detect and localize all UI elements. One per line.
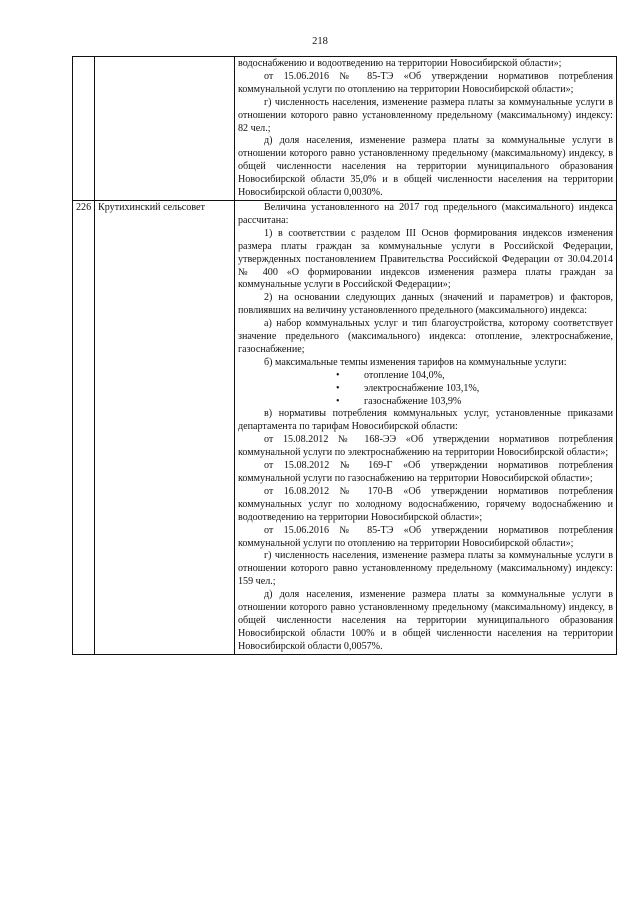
list-item-text: электроснабжение 103,1%,: [364, 382, 480, 394]
paragraph: г) численность населения, изменение размера платы за коммунальные услуги в отношении которого равно установленному предельному (максимальному) индексу: 159 чел.;: [238, 550, 613, 588]
paragraph: а) набор коммунальных услуг и тип благоустройства, которому соответствует значение предельного (максимального) индекса: отопление, электроснабжение, газоснабжение;: [238, 318, 613, 355]
page-number: 218: [312, 36, 328, 47]
tariff-list: [238, 370, 613, 409]
row-number-cell: 226: [73, 200, 95, 654]
table-row: [73, 200, 617, 654]
paragraph: д) доля населения, изменение размера платы за коммунальные услуги в отношении которого равно установленному предельному (максимальному) индексу, в общей численности населения на территории муниципального образования Новосибирской области 35,0% и в общей численности населения на территории Новосибирской области 0,0030%.: [238, 135, 613, 199]
paragraph: б) максимальные темпы изменения тарифов на коммунальные услуги:: [264, 356, 567, 368]
row-text-cell: [235, 57, 617, 201]
row-name-cell: Крутихинский сельсовет: [95, 200, 235, 654]
paragraph: Величина установленного на 2017 год предельного (максимального) индекса рассчитана:: [238, 201, 613, 226]
paragraph: 2) на основании следующих данных (значений и параметров) и факторов, повлиявших на величину установленного предельного (максимального) индекса:: [238, 292, 613, 317]
row-number-cell: [73, 57, 95, 201]
paragraph: от 15.06.2016 № 85-ТЭ «Об утверждении нормативов потребления коммунальной услуги по отоплению на территории Новосибирской области»;: [238, 70, 613, 95]
list-item: [238, 383, 613, 396]
list-item-text: газоснабжение 103,9%: [364, 395, 462, 407]
list-item: [238, 370, 613, 383]
paragraph: д) доля населения, изменение размера платы за коммунальные услуги в отношении которого равно установленному предельному (максимальному) индексу, в общей численности населения на территории муниципального образования Новосибирской области 100% и в общей численности населения на территории Новосибирской области 0,0057%.: [238, 589, 613, 652]
bullet-icon: •: [336, 382, 340, 394]
paragraph: от 15.08.2012 № 168-ЭЭ «Об утверждении нормативов потребления коммунальной услуги по электроснабжению на территории Новосибирской области»;: [238, 434, 613, 459]
paragraph: от 15.08.2012 № 169-Г «Об утверждении нормативов потребления коммунальной услуги по газоснабжению на территории Новосибирской области»;: [238, 460, 613, 484]
paragraph: г) численность населения, изменение размера платы за коммунальные услуги в отношении которого равно установленному предельному (максимальному) индексу: 82 чел.;: [238, 96, 613, 134]
paragraph: от 16.08.2012 № 170-В «Об утверждении нормативов потребления коммунальных услуг по холодному водоснабжению, горячему водоснабжению и водоотведению на территории Новосибирской области»;: [238, 485, 613, 523]
paragraph: водоснабжению и водоотведению на территории Новосибирской области»;: [238, 58, 562, 69]
bullet-icon: •: [336, 395, 340, 407]
paragraph: от 15.06.2016 № 85-ТЭ «Об утверждении нормативов потребления коммунальной услуги по отоплению на территории Новосибирской области»;: [238, 524, 613, 549]
document-table: [72, 56, 617, 655]
bullet-icon: •: [336, 369, 340, 381]
paragraph: 1) в соответствии с разделом III Основ формирования индексов изменения размера платы граждан за коммунальные услуги в Российской Федерации, утвержденных постановлением Правительства Российской Федерации от 30.04.2014 № 400 «О формировании индексов изменения размера платы граждан за коммунальные услуги в Российской Федерации»;: [238, 227, 613, 291]
list-item-text: отопление 104,0%,: [364, 369, 445, 381]
row-name-cell: [95, 57, 235, 201]
row-text-cell: [235, 200, 617, 654]
list-item: [238, 396, 613, 409]
table-row: [73, 57, 617, 201]
paragraph: в) нормативы потребления коммунальных услуг, установленные приказами департамента по тарифам Новосибирской области:: [238, 408, 613, 433]
